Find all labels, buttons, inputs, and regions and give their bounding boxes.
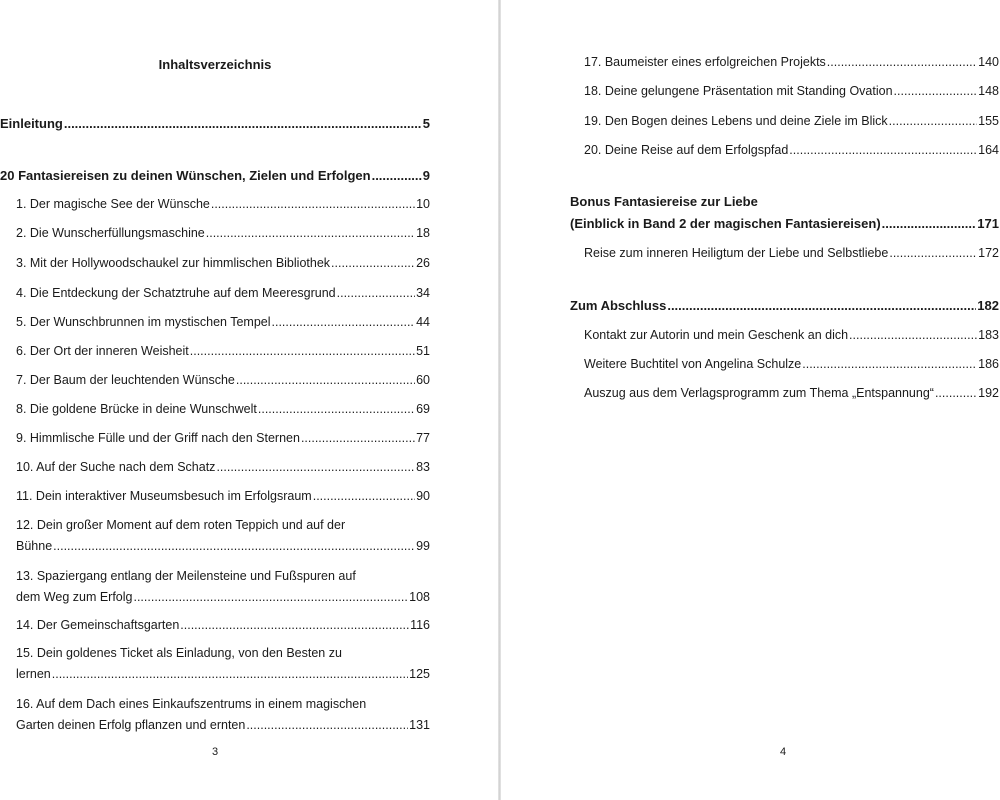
leader-dots	[258, 402, 415, 416]
leader-dots	[52, 664, 408, 685]
leader-dots	[133, 587, 408, 608]
toc-entry-closing[interactable]	[570, 298, 999, 313]
toc-entry-page: 10	[416, 197, 430, 211]
toc-entry[interactable]	[16, 515, 430, 557]
toc-entry-page: 51	[416, 344, 430, 358]
leader-dots	[889, 114, 977, 128]
toc-entry-label-line2: Garten deinen Erfolg pflanzen und ernten	[16, 718, 246, 732]
leader-dots	[337, 286, 415, 300]
leader-dots	[372, 168, 422, 183]
leader-dots	[236, 373, 415, 387]
page-number: 3	[211, 746, 219, 758]
toc-entry-page: 125	[409, 667, 430, 681]
toc-entry-page: 69	[416, 402, 430, 416]
leader-dots	[53, 536, 415, 557]
toc-entry-page: 9	[422, 168, 430, 183]
toc-entry-label-line1: 13. Spaziergang entlang der Meilensteine und Fußspuren auf	[16, 569, 356, 583]
toc-entry-page: 140	[978, 55, 999, 69]
toc-entry[interactable]	[16, 344, 430, 358]
toc-entry[interactable]	[584, 246, 999, 260]
leader-dots	[889, 246, 977, 260]
toc-entry-label: 4. Die Entdeckung der Schatztruhe auf dem Meeresgrund	[16, 286, 336, 300]
leader-dots	[211, 197, 415, 211]
toc-entry[interactable]	[584, 328, 999, 342]
toc-entry[interactable]	[16, 373, 430, 387]
toc-entry-label: 7. Der Baum der leuchtenden Wünsche	[16, 373, 235, 387]
toc-entry[interactable]	[584, 386, 999, 400]
toc-entry-label: 18. Deine gelungene Präsentation mit Standing Ovation	[584, 84, 893, 98]
leader-dots	[802, 357, 977, 371]
toc-entry-label: 20 Fantasiereisen zu deinen Wünschen, Zielen und Erfolgen	[0, 168, 371, 183]
toc-entry-label: Kontakt zur Autorin und mein Geschenk an dich	[584, 328, 849, 342]
toc-entry[interactable]	[16, 489, 430, 503]
toc-entry-page: 183	[978, 328, 999, 342]
toc-entry[interactable]	[584, 114, 999, 128]
toc-entry-label-line1: 16. Auf dem Dach eines Einkaufszentrums in einem magischen	[16, 697, 367, 711]
leader-dots	[216, 460, 415, 474]
toc-entry-label: Auszug aus dem Verlagsprogramm zum Thema „Entspannung“	[584, 386, 934, 400]
leader-dots	[180, 618, 409, 632]
toc-entry[interactable]	[16, 460, 430, 474]
toc-entry-page: 5	[422, 116, 430, 131]
right-page	[501, 0, 1000, 800]
toc-entry[interactable]	[16, 431, 430, 445]
toc-entry-label: 2. Die Wunscherfüllungsmaschine	[16, 226, 205, 240]
leader-dots	[667, 298, 976, 313]
toc-entry-label: (Einblick in Band 2 der magischen Fantasiereisen)	[570, 216, 881, 231]
leader-dots	[64, 116, 422, 131]
toc-entry-page: 186	[978, 357, 999, 371]
toc-entry-label-line1: 12. Dein großer Moment auf dem roten Teppich und auf der	[16, 518, 346, 532]
toc-entry-page: 192	[978, 386, 999, 400]
toc-entry-label: 10. Auf der Suche nach dem Schatz	[16, 460, 216, 474]
leader-dots	[331, 256, 415, 270]
toc-entry[interactable]	[584, 143, 999, 157]
toc-entry-page: 99	[416, 539, 430, 553]
toc-entry-label: Einleitung	[0, 116, 63, 131]
toc-entry-label: 11. Dein interaktiver Museumsbesuch im Erfolgsraum	[16, 489, 312, 503]
page-number: 4	[779, 746, 787, 758]
toc-entry-label: 6. Der Ort der inneren Weisheit	[16, 344, 189, 358]
toc-entry-label: 20. Deine Reise auf dem Erfolgspfad	[584, 143, 789, 157]
toc-entry-page: 182	[977, 298, 999, 313]
toc-entry-label-line2: dem Weg zum Erfolg	[16, 590, 133, 604]
toc-entry-page: 18	[416, 226, 430, 240]
toc-entry-page: 131	[409, 718, 430, 732]
toc-entry[interactable]	[16, 226, 430, 240]
toc-entry-page: 108	[409, 590, 430, 604]
leader-dots	[789, 143, 977, 157]
leader-dots	[301, 431, 415, 445]
leader-dots	[882, 216, 977, 231]
toc-entry[interactable]	[16, 315, 430, 329]
toc-entry-label: 17. Baumeister eines erfolgreichen Projekts	[584, 55, 826, 69]
toc-entry-label-line2: Bühne	[16, 539, 53, 553]
leader-dots	[849, 328, 977, 342]
toc-entry[interactable]	[16, 256, 430, 270]
toc-entry[interactable]	[16, 286, 430, 300]
leader-dots	[206, 226, 415, 240]
toc-entry-label: Weitere Buchtitel von Angelina Schulze	[584, 357, 802, 371]
toc-entry[interactable]	[584, 84, 999, 98]
toc-entry-page: 171	[977, 216, 999, 231]
toc-entry-label: 5. Der Wunschbrunnen im mystischen Tempel	[16, 315, 271, 329]
toc-entry-label: Reise zum inneren Heiligtum der Liebe und Selbstliebe	[584, 246, 889, 260]
toc-entry-page: 155	[978, 114, 999, 128]
toc-entry-page: 26	[416, 256, 430, 270]
toc-entry-page: 116	[410, 618, 430, 632]
leader-dots	[827, 55, 977, 69]
toc-entry-page: 172	[978, 246, 999, 260]
toc-entry-label: Zum Abschluss	[570, 298, 667, 313]
toc-section-heading[interactable]	[0, 168, 430, 183]
toc-entry-label: 8. Die goldene Brücke in deine Wunschwelt	[16, 402, 257, 416]
toc-entry-label-line1: 15. Dein goldenes Ticket als Einladung, von den Besten zu	[16, 646, 342, 660]
toc-entry-label: 3. Mit der Hollywoodschaukel zur himmlischen Bibliothek	[16, 256, 331, 270]
toc-entry-page: 90	[416, 489, 430, 503]
toc-entry[interactable]	[584, 357, 999, 371]
toc-entry-label: 19. Den Bogen deines Lebens und deine Ziele im Blick	[584, 114, 888, 128]
toc-entry[interactable]	[16, 618, 430, 632]
leader-dots	[894, 84, 978, 98]
left-page	[0, 0, 498, 800]
toc-entry-intro[interactable]	[0, 116, 430, 131]
toc-entry[interactable]	[584, 55, 999, 69]
toc-entry[interactable]	[16, 402, 430, 416]
toc-entry-page: 44	[416, 315, 430, 329]
toc-entry[interactable]	[16, 694, 430, 736]
toc-entry-page: 83	[416, 460, 430, 474]
leader-dots	[935, 386, 977, 400]
toc-entry[interactable]	[16, 566, 430, 608]
toc-entry-page: 34	[416, 286, 430, 300]
toc-entry-page: 77	[416, 431, 430, 445]
bonus-heading: Bonus Fantasiereise zur Liebe	[570, 194, 758, 209]
leader-dots	[272, 315, 416, 329]
toc-entry-label: 14. Der Gemeinschaftsgarten	[16, 618, 180, 632]
toc-entry-bonus[interactable]	[570, 216, 999, 231]
toc-entry[interactable]	[16, 643, 430, 685]
toc-entry-label: 1. Der magische See der Wünsche	[16, 197, 210, 211]
toc-entry-page: 60	[416, 373, 430, 387]
toc-entry-page: 148	[978, 84, 999, 98]
toc-entry-page: 164	[978, 143, 999, 157]
leader-dots	[190, 344, 415, 358]
toc-entry-label-line2: lernen	[16, 667, 51, 681]
leader-dots	[313, 489, 415, 503]
toc-title: Inhaltsverzeichnis	[158, 57, 272, 72]
toc-entry-label: 9. Himmlische Fülle und der Griff nach den Sternen	[16, 431, 300, 445]
toc-entry[interactable]	[16, 197, 430, 211]
leader-dots	[246, 715, 408, 736]
